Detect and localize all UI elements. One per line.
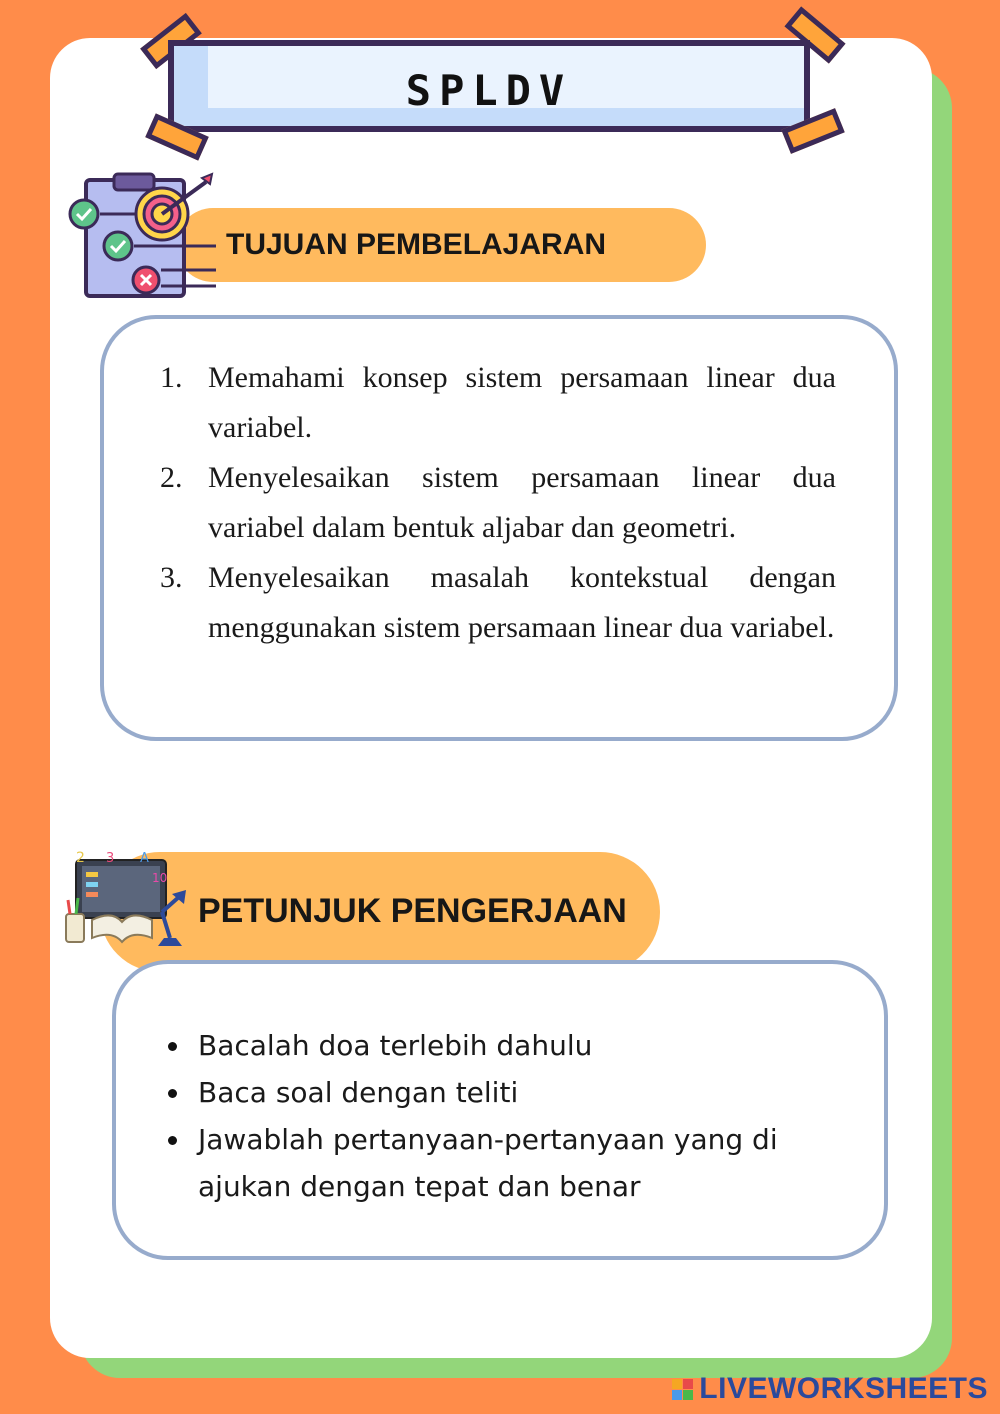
watermark-text: LIVEWORKSHEETS — [699, 1372, 988, 1405]
goal-text: Memahami konsep sistem persamaan linear dua variabel. — [208, 361, 836, 444]
goal-text: Menyelesaikan masalah kontekstual dengan menggunakan sistem persamaan linear dua variabel. — [208, 561, 836, 644]
svg-text:3: 3 — [106, 851, 115, 866]
goal-number: 2. — [160, 461, 183, 494]
instruction-item: Jawablah pertanyaan-pertanyaan yang di ajukan dengan tepat dan benar — [166, 1116, 866, 1210]
page-title: SPLDV — [405, 66, 573, 115]
instructions-box — [112, 960, 888, 1260]
liveworksheets-logo-icon — [672, 1379, 693, 1400]
section2-title: PETUNJUK PENGERJAAN — [198, 892, 627, 930]
goals-list — [160, 353, 836, 653]
section1-title: TUJUAN PEMBELAJARAN — [226, 228, 607, 261]
title-banner — [168, 40, 810, 132]
goal-item — [160, 553, 836, 653]
goal-number: 3. — [160, 561, 183, 594]
goal-item — [160, 353, 836, 453]
goal-text: Menyelesaikan sistem persamaan linear dua variabel dalam bentuk aljabar dan geometri. — [208, 461, 836, 544]
instruction-item: Baca soal dengan teliti — [166, 1069, 866, 1116]
instruction-item: Bacalah doa terlebih dahulu — [166, 1022, 866, 1069]
target-checklist-icon — [66, 170, 222, 300]
liveworksheets-watermark — [672, 1372, 988, 1406]
goal-item — [160, 453, 836, 553]
goal-number: 1. — [160, 361, 183, 394]
goals-box — [100, 315, 898, 741]
study-desk-icon — [62, 850, 192, 950]
svg-text:2: 2 — [76, 850, 85, 866]
svg-text:10: 10 — [152, 871, 168, 885]
instructions-list — [166, 1022, 866, 1210]
svg-text:A: A — [140, 851, 149, 866]
